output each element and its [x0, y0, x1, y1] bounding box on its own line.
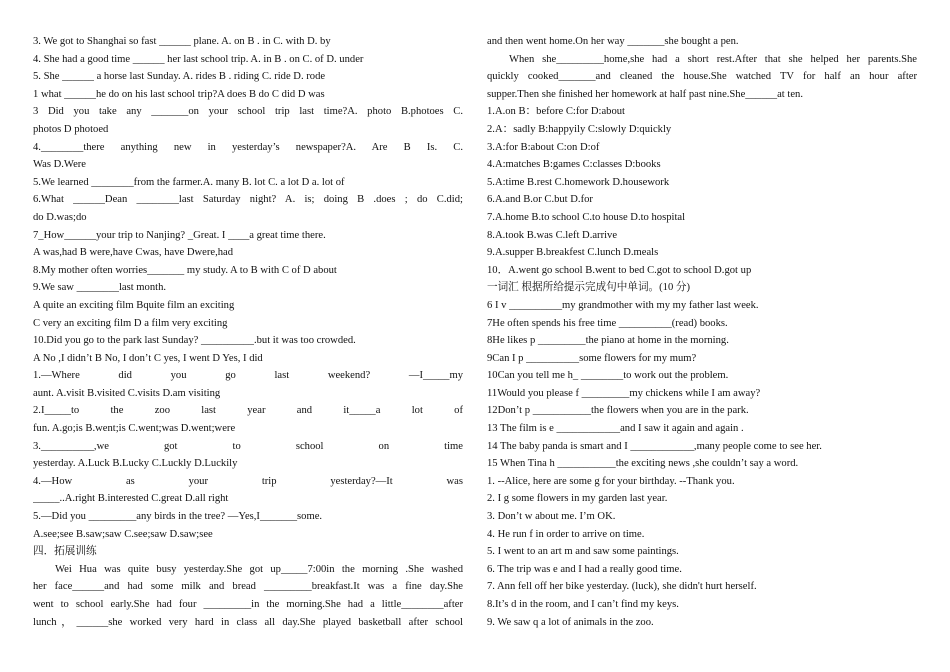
text-line: 4.________there anything new in yesterday’s newspaper?A. Are B Is. C.: [33, 141, 463, 153]
text-line: quickly cooked_______and cleaned the house.She watched TV for half an hour after: [487, 71, 917, 83]
left-column: [33, 33, 463, 631]
text-line: fun. A.go;is B.went;is C.went;was D.went;were: [33, 423, 236, 435]
text-line: 6.What ______Dean ________last Saturday night? A. is; doing B .does ; do C.did;: [33, 194, 463, 206]
text-line: 5. She ______ a horse last Sunday. A. rides B . riding C. ride D. rode: [33, 71, 326, 83]
text-line: 7.A.home B.to school C.to house D.to hospital: [487, 211, 686, 223]
text-line: 1. --Alice, here are some g for your birthday. --Thank you.: [487, 475, 735, 487]
text-line: aunt. A.visit B.visited C.visits D.am visiting: [33, 387, 221, 399]
text-line: 7. Ann fell off her bike yesterday. (luck), she didn't hurt herself.: [487, 581, 757, 593]
text-line: 2.I_____to the zoo last year and it_____a lot of: [33, 405, 463, 417]
text-line: _____..A.right B.interested C.great D.all right: [33, 493, 229, 505]
text-line: 1 what ______he do on his last school trip?A does B do C did D was: [33, 88, 325, 100]
text-line: 7He often spends his free time __________(read) books.: [487, 317, 728, 329]
text-line: 8He likes p _________the piano at home in the morning.: [487, 335, 729, 347]
text-line: 6 I v __________my grandmother with my my father last week.: [487, 299, 759, 311]
text-line: 4. She had a good time ______ her last school trip. A. in B . on C. of D. under: [33, 53, 364, 65]
text-line: 4. He run f in order to arrive on time.: [487, 528, 645, 540]
text-line: do D.was;do: [33, 211, 87, 223]
text-line: 6. The trip was e and I had a really good time.: [487, 563, 682, 575]
text-line: 3.A:for B:about C:on D:of: [487, 141, 600, 153]
text-line: supper.Then she finished her homework at half past nine.She______at ten.: [487, 88, 803, 100]
text-line: 8.It’s d in the room, and I can’t find my keys.: [487, 599, 679, 610]
text-line: 12Don’t p ___________the flowers when you are in the park.: [487, 405, 749, 417]
text-line: 3.__________,we got to school on time: [33, 440, 463, 452]
text-line: Was D.Were: [33, 159, 87, 171]
text-line: 10Can you tell me h_ ________to work out the problem.: [487, 370, 729, 382]
text-line: 15 When Tina h ___________the exciting news ,she couldn’t say a word.: [487, 458, 799, 470]
text-line: 11Would you please f _________my chickens while I am away?: [487, 387, 761, 399]
text-line: 9. We saw q a lot of animals in the zoo.: [487, 616, 654, 628]
text-line: 7_How______your trip to Nanjing? _Great. I ____a great time there.: [33, 229, 326, 241]
text-line: A was,had B were,have Cwas, have Dwere,had: [33, 247, 234, 259]
text-line: 10.Did you go to the park last Sunday? __________.but it was too crowded.: [33, 335, 356, 347]
text-line: 1.—Where did you go last weekend? —I_____my: [33, 370, 463, 382]
text-line: her face______and had some milk and bread _________breakfast.It was a fine day.She: [33, 581, 463, 593]
text-line: 14 The baby panda is smart and I ____________,many people come to see her.: [487, 440, 822, 452]
text-line: photos D photoed: [33, 123, 109, 135]
text-line: 5.We learned ________from the farmer.A. many B. lot C. a lot D a. lot of: [33, 176, 345, 188]
text-line: 5.A:time B.rest C.homework D.housework: [487, 176, 670, 188]
text-line: lunch，______she worked very hard in class all day.She played basketball after school: [33, 616, 463, 628]
text-line: 9.A.supper B.breakfest C.lunch D.meals: [487, 247, 659, 259]
text-line: A No ,I didn’t B No, I don’t C yes, I went D Yes, I did: [33, 352, 263, 364]
text-line: and then went home.On her way _______she bought a pen.: [487, 36, 739, 47]
text-line: A.see;see B.saw;saw C.see;saw D.saw;see: [33, 528, 213, 540]
text-line: 1.A.on B：before C:for D:about: [487, 106, 625, 118]
text-line: yesterday. A.Luck B.Lucky C.Luckly D.Luckily: [33, 458, 238, 470]
text-line: A quite an exciting film Bquite film an exciting: [33, 299, 235, 311]
text-line: 3. We got to Shanghai so fast ______ plane. A. on B . in C. with D. by: [33, 36, 331, 47]
text-line: 四．拓展训练: [33, 546, 97, 558]
text-line: When she_________home,she had a short rest.After that she helped her parents.She: [509, 53, 917, 65]
text-line: 13 The film is e ____________and I saw it again and again .: [487, 423, 744, 435]
text-line: went to school early.She had four _________in the morning.She had a little________after: [33, 599, 463, 610]
text-line: 9Can I p __________some flowers for my mum?: [487, 352, 697, 364]
text-line: 6.A.and B.or C.but D.for: [487, 194, 593, 206]
right-column: [487, 33, 917, 631]
text-line: 9.We saw ________last month.: [33, 282, 167, 294]
text-line: 2.A：sadly B:happyily C:slowly D:quickly: [487, 123, 672, 135]
text-line: 5.—Did you _________any birds in the tree? —Yes,I_______some.: [33, 511, 323, 523]
text-line: Wei Hua was quite busy yesterday.She got up_____7:00in the morning .She washed: [55, 563, 463, 575]
text-line: 3. Don’t w about me. I’m OK.: [487, 511, 616, 523]
text-line: 8.A.took B.was C.left D.arrive: [487, 229, 618, 241]
text-line: 一词汇 根据所给提示完成句中单词。(10 分): [487, 282, 691, 294]
text-line: 3 Did you take any _______on your school trip last time?A. photo B.photoes C.: [33, 106, 463, 118]
text-line: 4.A:matches B:games C:classes D:books: [487, 159, 661, 171]
text-line: 4.—How as your trip yesterday?—It was: [33, 475, 463, 487]
text-line: 10．A.went go school B.went to bed C.got to school D.got up: [487, 264, 752, 276]
text-line: 8.My mother often worries_______ my study. A to B with C of D about: [33, 264, 337, 276]
text-line: 5. I went to an art m and saw some paintings.: [487, 546, 679, 558]
text-line: C very an exciting film D a film very exciting: [33, 317, 228, 329]
text-line: 2. I g some flowers in my garden last year.: [487, 493, 668, 505]
